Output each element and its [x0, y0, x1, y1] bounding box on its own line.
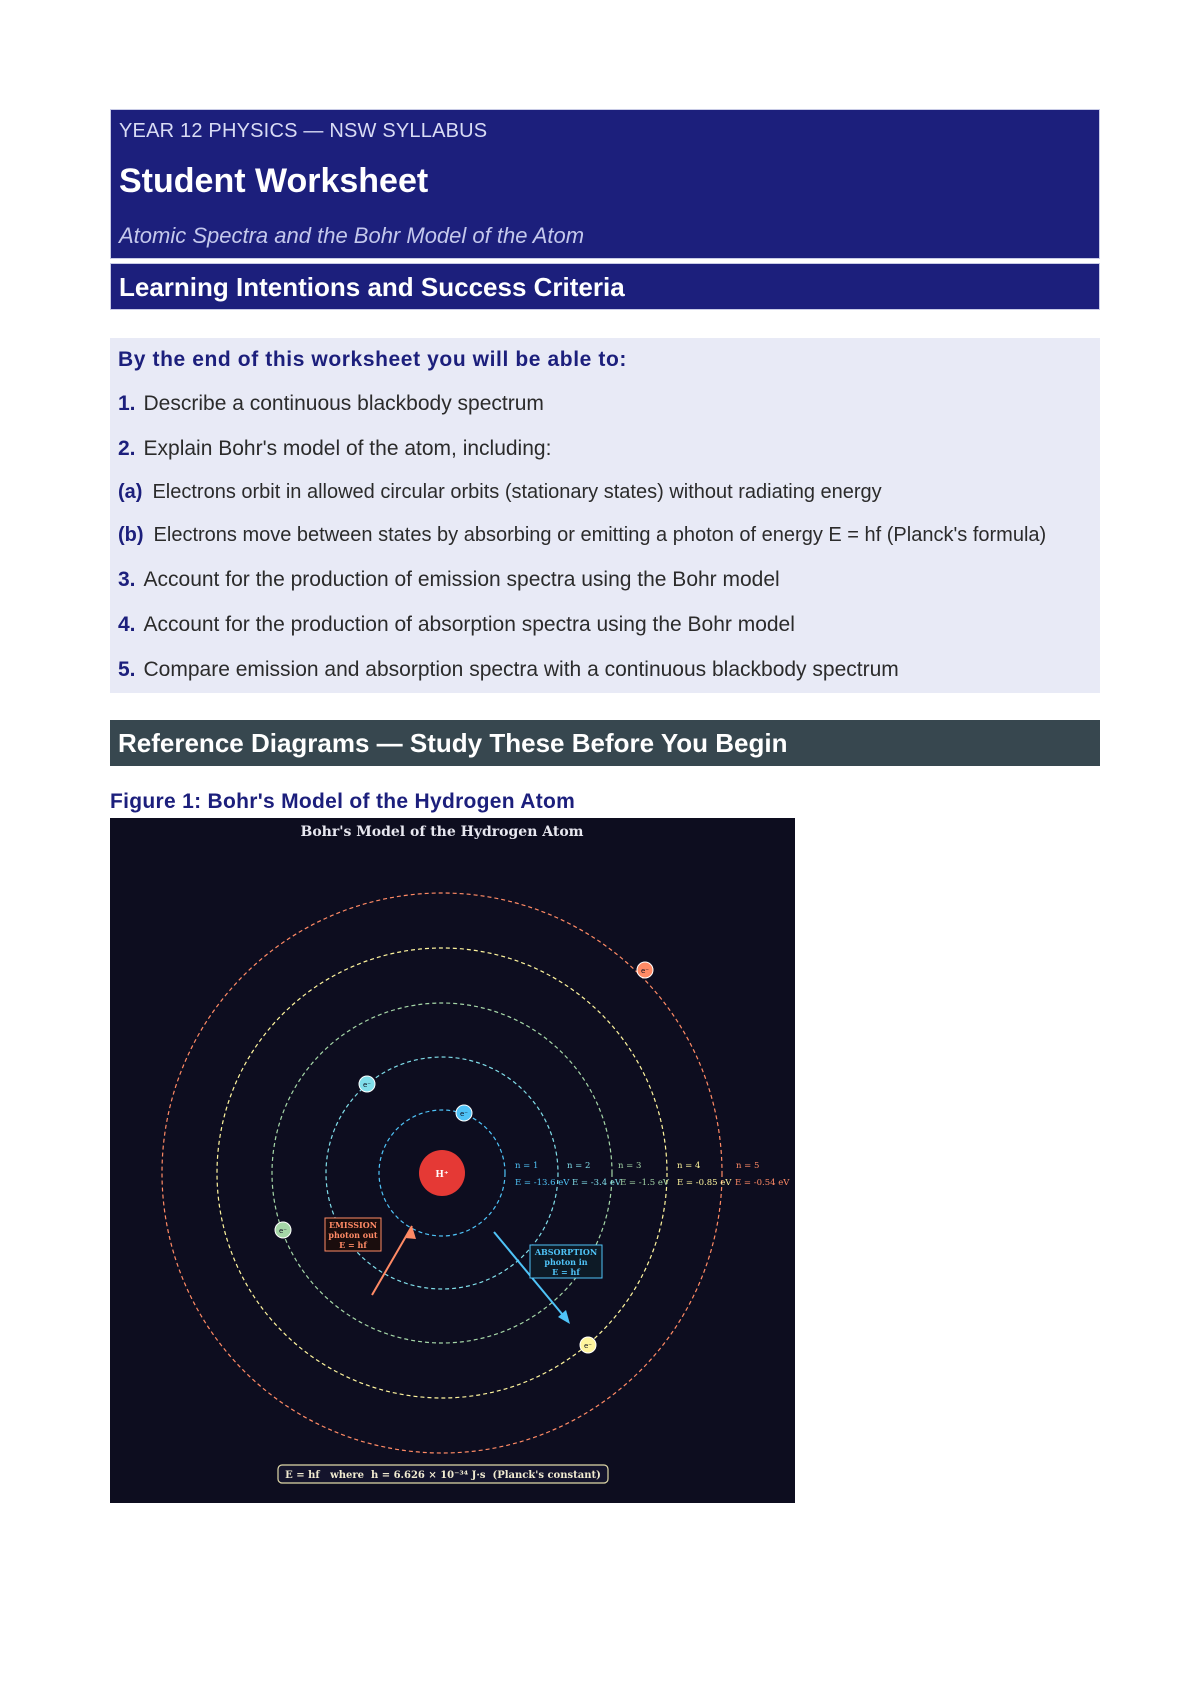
level-label-n1: n = 1: [515, 1161, 539, 1171]
criteria-item: [118, 568, 780, 592]
level-label-n2: n = 2: [567, 1161, 591, 1171]
svg-text:photon out: photon out: [328, 1230, 378, 1240]
emission-label-box: [325, 1218, 381, 1251]
criteria-text: Explain Bohr's model of the atom, including:: [143, 437, 552, 460]
course-kicker: YEAR 12 PHYSICS — NSW SYLLABUS: [119, 120, 488, 142]
criteria-text: Electrons orbit in allowed circular orbits (stationary states) without radiating energy: [152, 481, 882, 503]
criteria-number: 2.: [118, 437, 136, 460]
learning-intentions-heading: Learning Intentions and Success Criteria: [110, 263, 1100, 310]
svg-text:ABSORPTION: ABSORPTION: [534, 1247, 598, 1257]
electron-n5: [637, 962, 653, 978]
absorption-label-box: [530, 1245, 602, 1278]
level-energy-n3: E = -1.5 eV: [620, 1178, 669, 1188]
criteria-subitem: [118, 481, 882, 504]
level-label-n5: n = 5: [736, 1161, 760, 1171]
level-label-n4: n = 4: [677, 1161, 701, 1171]
criteria-item: [118, 658, 899, 682]
criteria-item: [118, 392, 544, 416]
criteria-sub-label: (a): [118, 481, 143, 503]
bohr-model-figure: [110, 818, 795, 1503]
criteria-subitem: [118, 524, 1046, 547]
electron-n4: [580, 1337, 596, 1353]
level-energy-n2: E = -3.4 eV: [572, 1178, 621, 1188]
criteria-number: 3.: [118, 568, 136, 591]
criteria-text: Account for the production of emission spectra using the Bohr model: [143, 568, 780, 591]
svg-text:EMISSION: EMISSION: [328, 1220, 378, 1230]
level-label-n3: n = 3: [618, 1161, 642, 1171]
criteria-item: [118, 613, 795, 637]
svg-text:photon in: photon in: [544, 1257, 588, 1267]
criteria-text: Describe a continuous blackbody spectrum: [143, 392, 544, 415]
page-subtitle: Atomic Spectra and the Bohr Model of the Atom: [119, 223, 585, 248]
criteria-text: Account for the production of absorption spectra using the Bohr model: [143, 613, 795, 636]
electron-n1: [456, 1105, 472, 1121]
figure-caption: Figure 1: Bohr's Model of the Hydrogen Atom: [110, 790, 576, 813]
level-energy-n1: E = -13.6 eV: [515, 1178, 570, 1188]
level-energy-n4: E = -0.85 eV: [677, 1178, 732, 1188]
svg-text:e⁻: e⁻: [362, 1081, 372, 1089]
success-criteria-box: [110, 338, 1100, 693]
criteria-intro: By the end of this worksheet you will be able to:: [118, 348, 627, 371]
planck-formula: E = hf where h = 6.626 × 10⁻³⁴ J·s (Planck's constant): [285, 1470, 601, 1481]
svg-text:e⁻: e⁻: [640, 967, 650, 975]
figure-title: Bohr's Model of the Hydrogen Atom: [300, 824, 584, 840]
criteria-number: 1.: [118, 392, 136, 415]
level-energy-n5: E = -0.54 eV: [735, 1178, 790, 1188]
criteria-text: Electrons move between states by absorbing or emitting a photon of energy E = hf (Planck's formula): [153, 524, 1047, 546]
svg-text:e⁻: e⁻: [459, 1110, 469, 1118]
nucleus-label: H⁺: [435, 1170, 449, 1180]
planck-formula-box: [278, 1465, 608, 1483]
page-title: Student Worksheet: [119, 162, 429, 200]
criteria-text: Compare emission and absorption spectra with a continuous blackbody spectrum: [143, 658, 899, 681]
electron-n3: [275, 1222, 291, 1238]
criteria-item: [118, 437, 551, 461]
criteria-number: 4.: [118, 613, 136, 636]
svg-text:E = hf: E = hf: [552, 1267, 580, 1277]
svg-text:E = hf: E = hf: [339, 1240, 367, 1250]
worksheet-header: [110, 109, 1100, 259]
electron-n2: [359, 1076, 375, 1092]
svg-text:e⁻: e⁻: [583, 1342, 593, 1350]
reference-diagrams-heading: Reference Diagrams — Study These Before You Begin: [110, 720, 1100, 766]
criteria-sub-label: (b): [118, 524, 144, 546]
svg-text:e⁻: e⁻: [278, 1227, 288, 1235]
criteria-number: 5.: [118, 658, 136, 681]
